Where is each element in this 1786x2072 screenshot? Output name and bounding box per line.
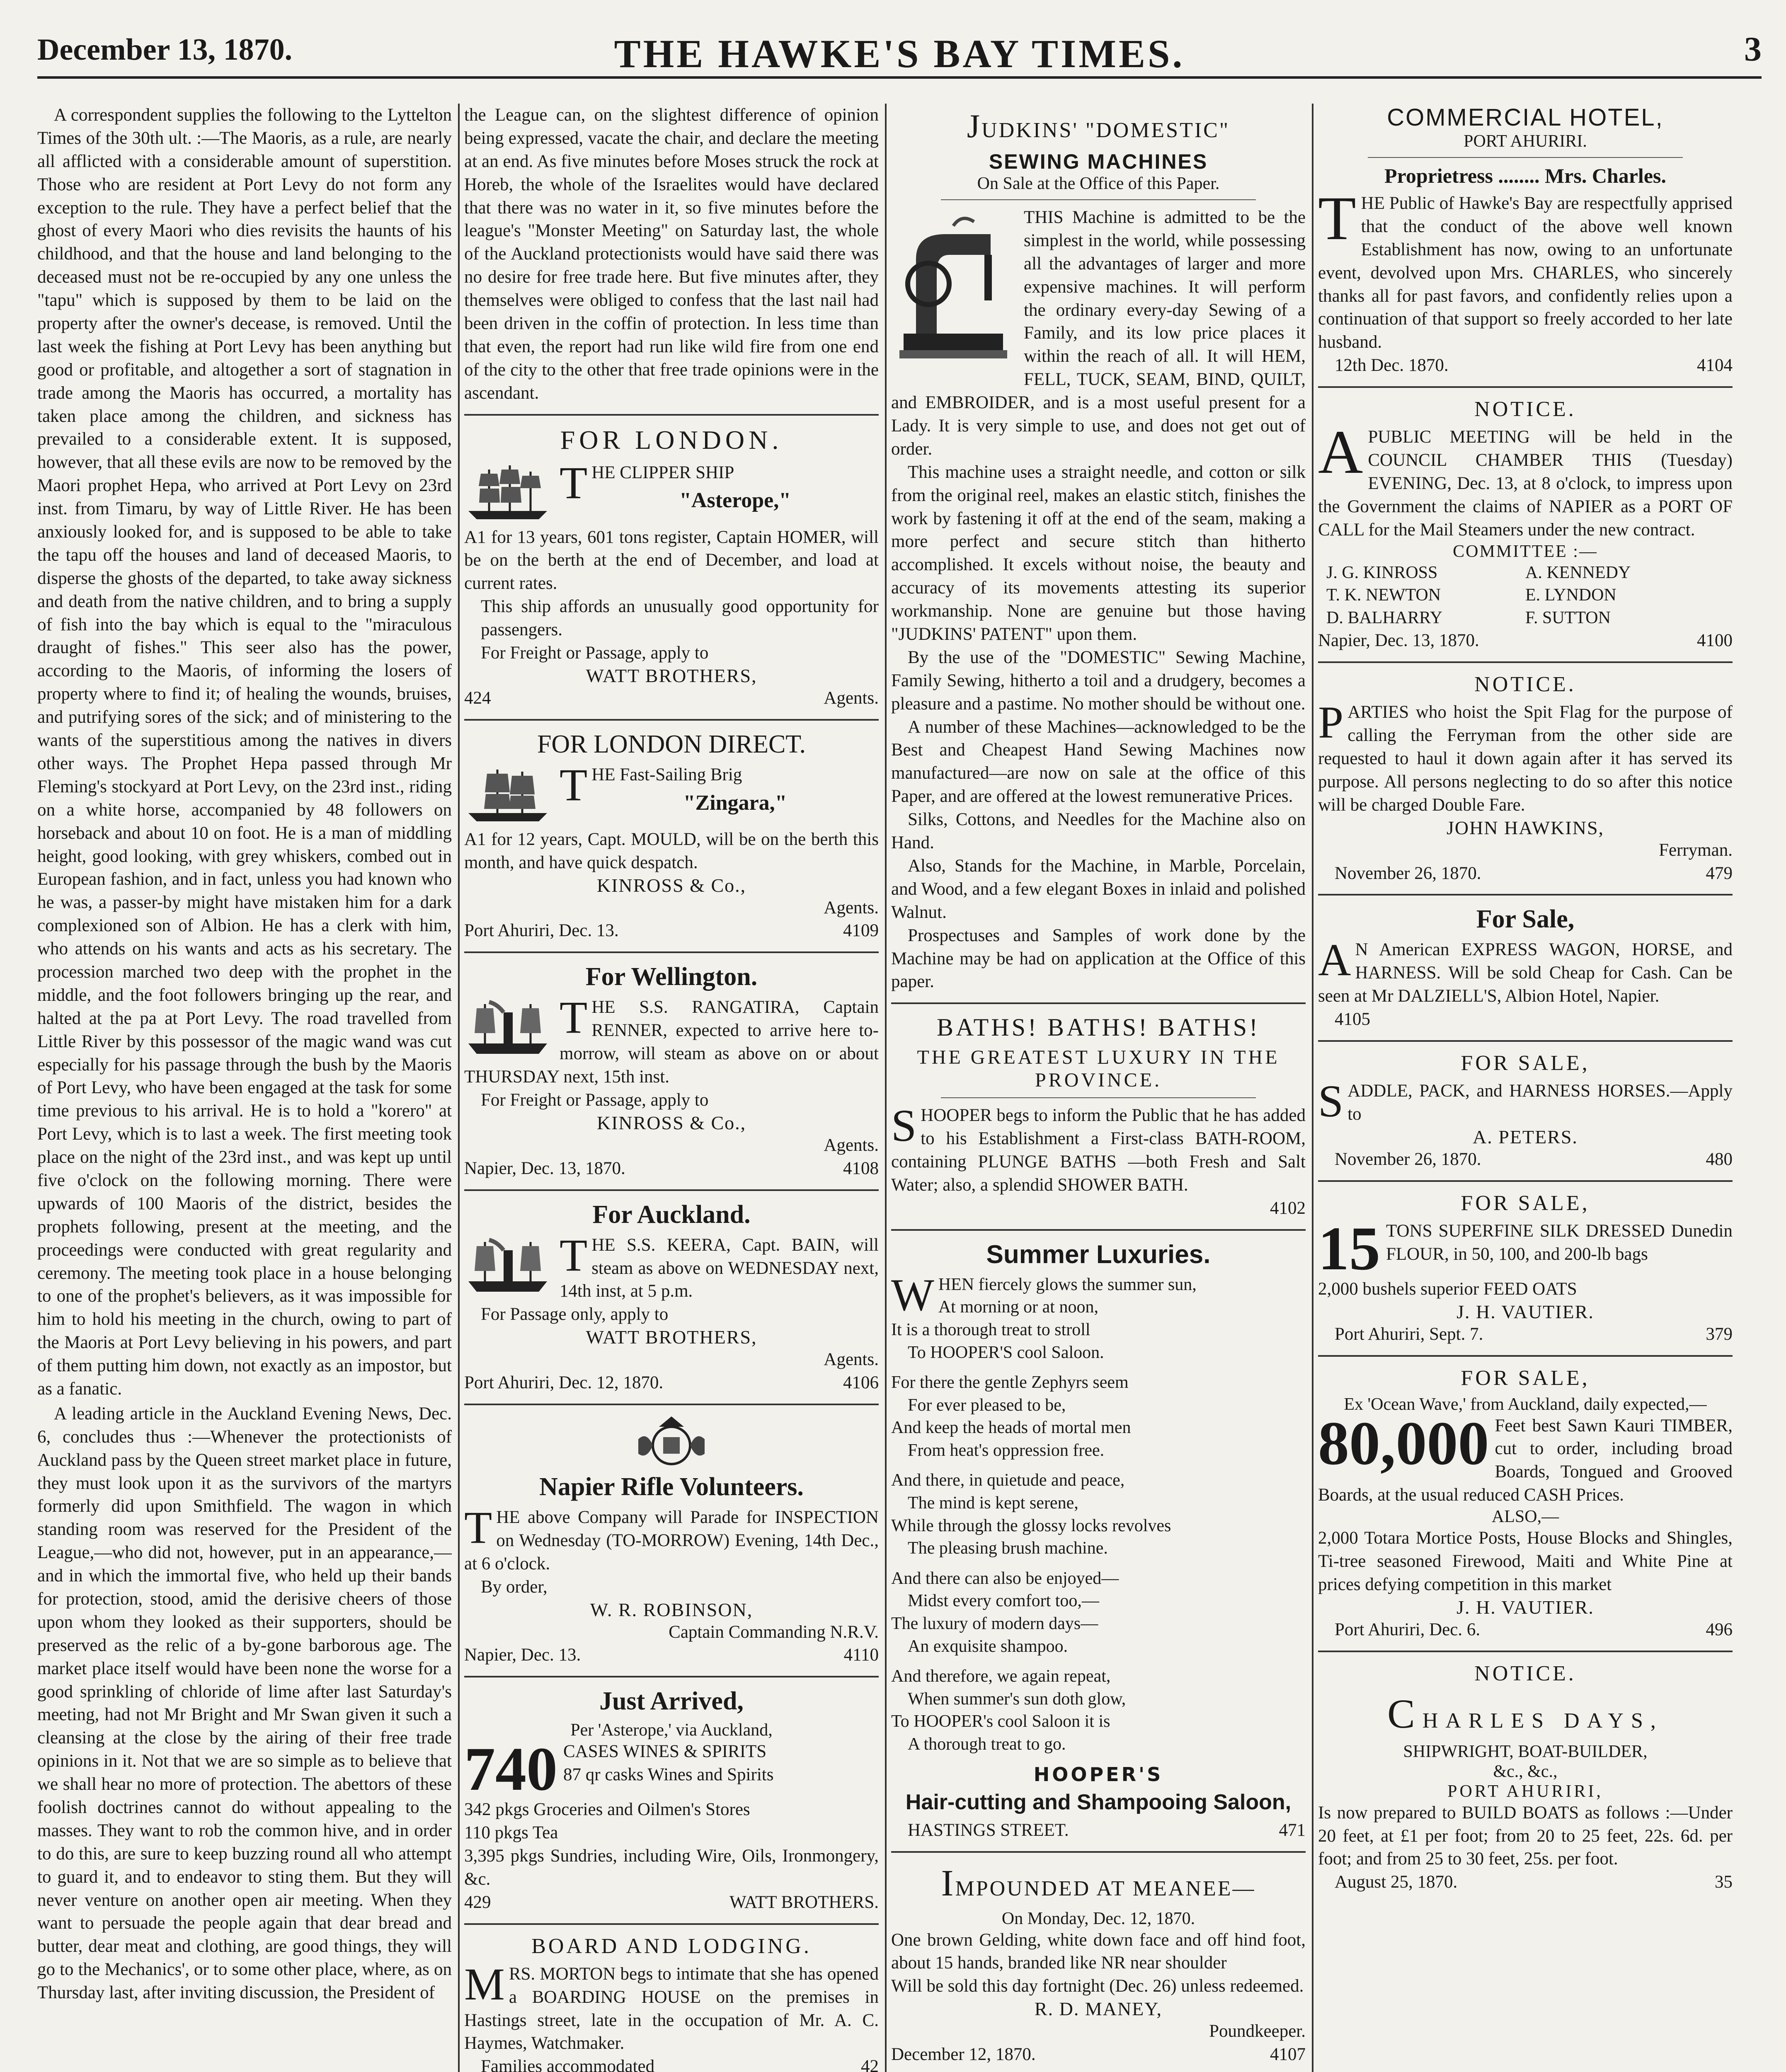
- column-shipping: [464, 104, 879, 2072]
- ad-just-arrived: Just Arrived, Per 'Asterope,' via Auckland, 740 CASES WINES & SPIRITS 87 qr casks Wines and Spirits 342 pkgs Groceries and Oilmen's Stores 110 pkgs Tea 3,395 pkgs Sundries, including Wire, Oils, Ironmongery, &c. 429 WATT BROTHERS.: [464, 1687, 879, 1912]
- ad-heading: FOR SALE,: [1461, 1191, 1590, 1215]
- committee-list: J. G. KINROSS A. KENNEDY T. K. NEWTON E. LYNDON D. BALHARRY F. SUTTON: [1326, 563, 1631, 627]
- ad-heading: FOR SALE,: [1461, 1051, 1590, 1075]
- quantity: 80,000: [1318, 1409, 1489, 1478]
- ad-heading: BOARD AND LODGING.: [531, 1934, 812, 1958]
- ad-charles-days: NOTICE. CHARLES DAYS, SHIPWRIGHT, BOAT-BUILDER, &c., &c., PORT AHURIRI, Is now prepared to BUILD BOATS as follows :—Under 20 feet, at £1 per foot; from 20 to 25 feet, 22s. 6d. per foot; and from 25 to 30 feet, 25s. per foot. August 25, 1870. 35: [1318, 1661, 1733, 1892]
- newspaper-title: THE HAWKE'S BAY TIMES.: [614, 31, 1185, 76]
- drop-cap: A: [1318, 418, 1363, 487]
- ad-timber: FOR SALE, Ex 'Ocean Wave,' from Auckland, daily expected,— 80,000 Feet best Sawn Kauri TIMBER, cut to order, including broad Boards, Tongued and Grooved Boards, at the usual reduced CASH Prices. ALSO,— 2,000 Totara Mortice Posts, House Blocks and Shingles, Ti-tree seasoned Firewood, Maiti and White Pine at prices defying competition in this market J. H. VAUTIER. Port Ahuriri, Dec. 6. 496: [1318, 1366, 1733, 1639]
- ad-spit-flag: NOTICE. PARTIES who hoist the Spit Flag for the purpose of calling the Ferryman from the other side are requested to haul it down again after it has served its purpose. All persons neglecting to do so after this notice will be charged Double Fare. JOHN HAWKINS, Ferryman. November 26, 1870. 479: [1318, 673, 1733, 883]
- ad-heading: FOR LONDON DIRECT.: [537, 730, 806, 758]
- ad-heading: For Sale,: [1476, 905, 1575, 934]
- maori-prophet-article: A correspondent supplies the following to the Lyttelton Times of the 30th ult. :—The Maoris, as a rule, are nearly all afflicted with a considerable amount of superstition. Those who are resident at Port Levy do not form any exception to the rule. They have a perfect belief that the ghost of every Maori who dies revisits the haunts of his childhood, and that the house and land belonging to the deceased must not be re-occupied by any one unless the "tapu" which is supposed by them to be laid on the property after the owner's decease, is removed. Until the last week the fishing at Port Levy has been anything but good or profitable, and altogether a sort of stagnation in trade among the Maoris has occurred, a mortality has taken place among the children, and sickness has prevailed to a considerable extent. It is supposed, however, that all these evils are now to be removed by the Maori prophet Hepa, who arrived at Port Levy on 23rd inst. from Timaru, by way of Little River. He has been anxiously looked for, and is supposed to be able to take the tapu off the houses and land of deceased Maoris, to disperse the ghosts of the departed, to take away sickness and death from the native children, and to bring a supply of fish into the bay which is equal to the "miraculous draught of fishes." This seer also has the power, according to the Maoris, of informing the losers of property where to find it; of healing the wounds, bruises, and putrifying sores of the sick; and of ministering to the wants of the superstitious among the natives in divers other ways. The Prophet Hepa passed through Mr Fleming's stockyard at Port Levy, on the 23rd inst., riding on a white horse, accompanied by 48 followers on horseback and about 10 on foot. He is a man of middling height, good looking, with grey whiskers, combed out in European fashion, and in fact, unless you had known who he was, a passer-by might have mistaken him for a dark complexioned son of Albion. He has a clerk with him, who attends on his wants and acts as his secretary. The procession marched two deep with the prophet in the middle, and the foot followers bringing up the rear, and halted at the pa at Port Levy. The road travelled from Little River by this possessor of the magic wand was cut especially for his passage through the bush by the Maoris of Port Levy, who have been engaged at the task for some time previous to his arrival. He is to hold a "korero" at Port Levy, which is to last a week. The first meeting took place on the night of the 23rd inst., and was kept up until five o'clock on the following morning. There were upwards of 100 Maoris of the district, besides the prophets following, present at the meeting, and the proceedings were conducted with great regularity and ceremony. The meeting took place in a house belonging to one of the prophet's believers, as it was impossible for him to hold his meeting in the church, owing to part of the Maoris at Port Levy believing in his powers, and part of them putting him down, not exactly as an impostor, but as a fanatic.: [37, 105, 452, 1399]
- column-notices: [1318, 104, 1733, 2072]
- ship-name: "Asterope,": [679, 489, 791, 513]
- article-continuation: the League can, on the slightest difference of opinion being expressed, vacate the chair, and declare the meeting at an end. As five minutes before Moses struck the rock at Horeb, the whole of the Israelites would have declared that there was no water in it, so five minutes before the league's "Monster Meeting" on Saturday last, the whole of the Auckland protectionists would have said there was no desire for free trade here. But five minutes after, they themselves were obliged to confess that the last nail had been driven in the coffin of protection. In less time than that even, the report had run like wild fire from one end of the city to the other that free trade opinions were in the ascendant.: [464, 105, 879, 403]
- ad-for-auckland: For Auckland. THE S.S. KEERA, Capt. BAIN, will steam as above on WEDNESDAY next, 14th inst, at 5 p.m. For Passage only, apply to WATT BROTHERS, Agents. Port Ahuriri, Dec. 12, 1870. 4106: [464, 1200, 879, 1393]
- ad-heading: FOR SALE,: [1461, 1366, 1590, 1390]
- sewing-machine-icon: [891, 209, 1015, 367]
- drop-cap: J: [967, 108, 982, 145]
- drop-cap: I: [941, 1862, 955, 1904]
- ad-sewing-machines: JUDKINS' "DOMESTIC" SEWING MACHINES On Sale at the Office of this Paper. THIS Machine is admitted to be the simplest in the world, while possessing all the advantages of larger and more expensive machines. It will perform the ordinary every-day Sewing of a Family, and its low price places it within the reach of all. It will HEM, FELL, TUCK, SEAM, BIND, QUILT, and EMBROIDER, and is a most useful present for a Lady. It is very simple to use, and does not get out of order. This machine uses a straight needle, and cotton or silk from the original reel, makes an elastic stitch, finishes the work by fastening it off at the end of the seam, making a more perfect and secure stitch than hitherto accomplished. It excels without noise, the beauty and accuracy of its movements attesting its superior workmanship. None are genuine but those having "JUDKINS' PATENT" upon them. By the use of the "DOMESTIC" Sewing Machine, Family Sewing, hitherto a toil and a drudgery, becomes a pleasure and a pastime. No mother should be without one. A number of these Machines—acknowledged to be the Best and Cheapest Hand Sewing Machines now manufactured—are now on sale at the office of this Paper, and are offered at the lowest remunerative Prices. Silks, Cottons, and Needles for the Machine also on Hand. Also, Stands for the Machine, in Marble, Porcelain, and Wood, and a few elegant Boxes in inlaid and polished Walnut. Prospectuses and Samples of work done by the Machine may be had on application at the Office of this paper.: [891, 108, 1306, 992]
- ad-heading: COMMERCIAL HOTEL,: [1387, 104, 1664, 131]
- drop-cap: W: [891, 1269, 934, 1320]
- ad-heading: NOTICE.: [1474, 673, 1576, 697]
- ad-heading: NOTICE.: [1474, 1661, 1576, 1685]
- drop-cap: T: [560, 1230, 588, 1280]
- quantity: 15: [1318, 1214, 1380, 1283]
- column-rule: [885, 104, 887, 2072]
- drop-cap: A: [1318, 934, 1351, 985]
- ad-london-direct: FOR LONDON DIRECT. THE Fast-Sailing Brig "Zingara," A1 for 12 years, Capt. MOULD, will be on the berth this month, and have quick despatch. KINROSS & Co., Agents. Port Ahuriri, Dec. 13. 4109: [464, 730, 879, 941]
- ad-heading: FOR LONDON.: [560, 425, 783, 455]
- ship-icon: [464, 461, 551, 523]
- drop-cap: S: [1318, 1076, 1344, 1127]
- ad-heading: Summer Luxuries.: [986, 1240, 1211, 1269]
- page-number: 3: [1744, 30, 1762, 68]
- ad-for-wellington: For Wellington. THE S.S. RANGATIRA, Captain RENNER, expected to arrive here to-morrow, will steam as above on or about THURSDAY next, 15th inst. For Freight or Passage, apply to KINROSS & Co., Agents. Napier, Dec. 13, 1870. 4108: [464, 963, 879, 1178]
- poem: W HEN fiercely glows the summer sun, At morning or at noon, It is a thorough treat to stroll To HOOPER'S cool Saloon. For there the gentle Zephyrs seem For ever pleased to be, And keep the heads of mortal men From heat's oppression free. And there, in quietude and peace, The mind is kept serene, While through the glossy locks revolves The pleasing brush machine. And there can also be enjoyed— Midst every comfort too,— The luxury of modern days— An exquisite shampoo. And therefore, we again repeat, When summer's sun doth glow, To HOOPER's cool Saloon it is A thorough treat to go.: [891, 1269, 1197, 1754]
- drop-cap: T: [464, 1502, 492, 1553]
- column-rule: [458, 104, 460, 2072]
- steamer-icon: [464, 996, 551, 1058]
- ad-heading: BATHS! BATHS! BATHS!: [936, 1014, 1260, 1041]
- ad-public-meeting: NOTICE. APUBLIC MEETING will be held in the COUNCIL CHAMBER THIS (Tuesday) EVENING, Dec. 13, at 8 o'clock, to impress upon the Government the claims of NAPIER as a PORT OF CALL for the Mail Steamers under the new contract. COMMITTEE :— J. G. KINROSS A. KENNEDY T. K. NEWTON E. LYNDON D. BALHARRY F. SUTTON Napier, Dec. 13, 1870. 4100: [1318, 397, 1733, 651]
- column-ads: [891, 104, 1306, 2072]
- drop-cap: C: [1387, 1690, 1422, 1737]
- ad-for-london: FOR LONDON. THE CLIPPER SHIP "Asterope," A1 for 13 years, 601 tons register, Captain HOMER, will be on the berth at the end of December, and load at current rates. This ship affords an unusually good opportunity for passengers. For Freight or Passage, apply to WATT BROTHERS, 424 Agents.: [464, 425, 879, 708]
- ad-rifle-volunteers: Napier Rifle Volunteers. THE above Company will Parade for INSPECTION on Wednesday (TO-MORROW) Evening, 14th Dec., at 6 o'clock. By order, W. R. ROBINSON, Captain Commanding N.R.V. Napier, Dec. 13. 4110: [464, 1414, 879, 1667]
- ad-board-lodging: BOARD AND LODGING. MRS. MORTON begs to intimate that she has opened a BOARDING HOUSE on the premises in Hastings street, late in the occupation of Mr. A. C. Haymes, Watchmaker. Families accommodated 42: [464, 1934, 879, 2072]
- ad-heading: SEWING MACHINES: [989, 150, 1208, 173]
- drop-cap: P: [1318, 697, 1344, 748]
- ship-icon: [464, 763, 551, 825]
- column-rule: [1312, 104, 1313, 2072]
- ad-baths: BATHS! BATHS! BATHS! THE GREATEST LUXURY IN THE PROVINCE. SHOOPER begs to inform the Public that he has added to his Establishment a First-class BATH-ROOM, containing PLUNGE BATHS —both Fresh and Salt Water; also, a splendid SHOWER BATH. 4102: [891, 1014, 1306, 1218]
- quantity: 740: [464, 1735, 557, 1804]
- ad-impounded: IMPOUNDED AT MEANEE— On Monday, Dec. 12, 1870. One brown Gelding, white down face and off hind foot, about 15 hands, branded like NR near shoulder Will be sold this day fortnight (Dec. 26) unless redeemed. R. D. MANEY, Poundkeeper. December 12, 1870. 4107: [891, 1862, 1306, 2065]
- drop-cap: T: [560, 457, 588, 508]
- drop-cap: T: [560, 759, 588, 810]
- ad-commercial-hotel: COMMERCIAL HOTEL, PORT AHURIRI. Proprietress ........ Mrs. Charles. THE Public of Hawke's Bay are respectfully apprised that the conduct of the above well known Establishment has now, owing to an unfortunate event, devolved upon Mrs. CHARLES, who sincerely thanks all for past favors, and confidently relies upon a continuation of that support so freely accorded to her late husband. 12th Dec. 1870. 4104: [1318, 104, 1733, 375]
- ad-summer-luxuries: Summer Luxuries. W HEN fiercely glows the summer sun, At morning or at noon, It is a thorough treat to stroll To HOOPER'S cool Saloon. For there the gentle Zephyrs seem For ever pleased to be, And keep the heads of mortal men From heat's oppression free. And there, in quietude and peace, The mind is kept serene, While through the glossy locks revolves The pleasing brush machine. And there can also be enjoyed— Midst every comfort too,— The luxury of modern days— An exquisite shampoo. And therefore, we again repeat, When summer's sun doth glow, To HOOPER's cool Saloon it is A thorough treat to go. HOOPER'S Hair-cutting and Shampooing Saloon, HASTINGS STREET. 471: [891, 1240, 1306, 1840]
- ad-heading: Napier Rifle Volunteers.: [539, 1472, 804, 1501]
- drop-cap: M: [464, 1958, 505, 2009]
- ad-heading: For Wellington.: [585, 963, 758, 991]
- ship-name: "Zingara,": [683, 791, 787, 815]
- ad-flour: FOR SALE, 15 TONS SUPERFINE SILK DRESSED Dunedin FLOUR, in 50, 100, and 200-lb bags 2,000 bushels superior FEED OATS J. H. VAUTIER. Port Ahuriri, Sept. 7. 379: [1318, 1191, 1733, 1344]
- ad-heading: Just Arrived,: [599, 1687, 744, 1716]
- ad-saddle-horses: FOR SALE, SADDLE, PACK, and HARNESS HORSES.—Apply to A. PETERS. November 26, 1870. 480: [1318, 1051, 1733, 1169]
- drop-cap: T: [560, 992, 588, 1043]
- drop-cap: S: [891, 1100, 917, 1151]
- masthead: [37, 17, 1762, 79]
- steamer-icon: [464, 1234, 551, 1296]
- ad-express-wagon: For Sale, A N American EXPRESS WAGON, HORSE, and HARNESS. Will be sold Cheap for Cash. Can be seen at Mr DALZIELL'S, Albion Hotel, Napier. 4105: [1318, 905, 1733, 1029]
- drop-cap: T: [1318, 184, 1356, 253]
- auckland-protection-article: A leading article in the Auckland Evening News, Dec. 6, concludes thus :—Whenever the protectionists of Auckland pass by the Queen street market place in future, they must look upon it as the survivors of the martyrs formerly did upon Smithfield. The wagon in which standing room was reserved for the President of the League,—who did not, however, put in an appearance,—and in which the immortal five, who held up their bands for protection, stood, amid the derisive cheers of those upon whom they looked as their supporters, should be preserved as the relic of a by-gone barborous age. The market place itself would have been none the worse for a good sprinkling of chloride of lime after last Saturday's meeting, had not Mr Bright and Mr Swan given it such a cleansing at the close by the airing of their free trade opinions in it. Not that we are so simple as to believe that we shall hear no more of protection. The abettors of these foolish doctrines cannot do without appealing to the masses. They want to rob the common hive, and in order to do this, are sure to keep buzzing round all who attempt to guard it, and to endeavor to sting them. But they will never venture on another open air meeting. When they want to persuade the people again that dear bread and butter, dear meat and clothing, are good things, they will go to the Mechanics', or to some other place, where, as on Thursday last, after inviting discussion, the President of: [37, 1404, 452, 2003]
- ad-heading: NOTICE.: [1474, 397, 1576, 421]
- column-news: [37, 104, 452, 2072]
- royal-crest-icon: [630, 1414, 713, 1468]
- issue-date: December 13, 1870.: [37, 33, 293, 67]
- ad-heading: For Auckland.: [592, 1200, 751, 1229]
